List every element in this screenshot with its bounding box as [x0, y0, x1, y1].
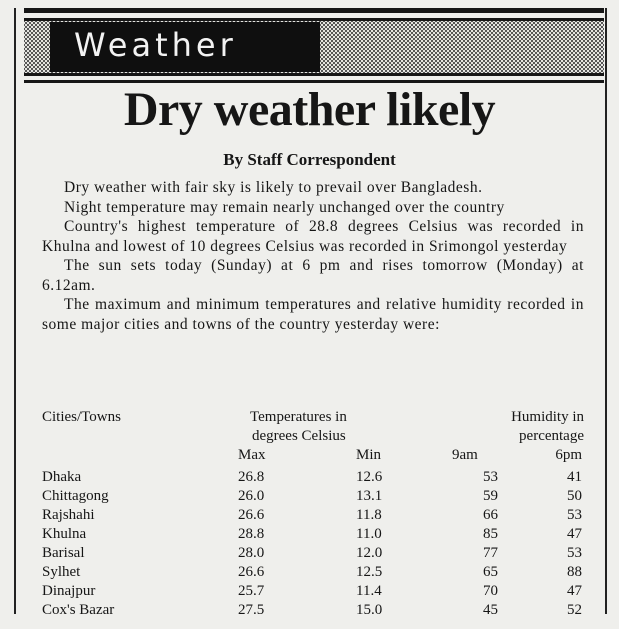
headline: Dry weather likely — [123, 83, 496, 136]
min-cell: 12.6 — [356, 469, 383, 485]
section-label: Weather — [74, 26, 237, 64]
header-6pm: 6pm — [555, 447, 582, 463]
pm-humidity-cell: 53 — [567, 545, 582, 561]
min-cell: 11.8 — [356, 507, 382, 523]
table-row — [42, 582, 584, 601]
header-9am: 9am — [452, 447, 478, 463]
city-cell: Barisal — [42, 545, 85, 561]
am-humidity-cell: 66 — [483, 507, 498, 523]
header-max: Max — [238, 447, 266, 463]
max-cell: 26.6 — [238, 507, 265, 523]
max-cell: 26.8 — [238, 469, 265, 485]
am-humidity-cell: 59 — [483, 488, 498, 504]
header-percentage: percentage — [519, 428, 584, 444]
city-cell: Rajshahi — [42, 507, 95, 523]
city-cell: Cox's Bazar — [42, 602, 115, 618]
am-humidity-cell: 77 — [483, 545, 498, 561]
min-cell: 15.0 — [356, 602, 383, 618]
max-cell: 26.0 — [238, 488, 265, 504]
paragraph: Night temperature may remain nearly unchanged over the country — [64, 198, 505, 216]
city-cell: Sylhet — [42, 564, 81, 580]
paragraph: Country's highest temperature of 28.8 degrees Celsius was recorded in Khulna and lowest of 10 degrees Celsius was recorded in Srimongol yesterday — [42, 218, 584, 255]
min-cell: 11.0 — [356, 526, 382, 542]
am-humidity-cell: 53 — [483, 469, 498, 485]
pm-humidity-cell: 88 — [567, 564, 582, 580]
city-cell: Chittagong — [42, 488, 109, 504]
table-row — [42, 563, 584, 582]
am-humidity-cell: 70 — [483, 583, 498, 599]
table-row — [42, 487, 584, 506]
header-cities: Cities/Towns — [42, 409, 121, 425]
section-banner — [24, 18, 604, 76]
pm-humidity-cell: 41 — [567, 469, 582, 485]
byline: By Staff Correspondent — [223, 150, 396, 169]
max-cell: 28.0 — [238, 545, 265, 561]
header-temperatures: Temperatures in — [250, 409, 347, 425]
table-row — [42, 468, 584, 487]
top-rule — [24, 8, 604, 13]
table-row — [42, 544, 584, 563]
min-cell: 12.5 — [356, 564, 383, 580]
pm-humidity-cell: 52 — [567, 602, 582, 618]
am-humidity-cell: 65 — [483, 564, 498, 580]
table-row — [42, 506, 584, 525]
am-humidity-cell: 45 — [483, 602, 498, 618]
pm-humidity-cell: 47 — [567, 526, 582, 542]
am-humidity-cell: 85 — [483, 526, 498, 542]
min-cell: 11.4 — [356, 583, 382, 599]
city-cell: Dinajpur — [42, 583, 96, 599]
table-row — [42, 601, 584, 620]
pm-humidity-cell: 53 — [567, 507, 582, 523]
max-cell: 25.7 — [238, 583, 265, 599]
header-humidity: Humidity in — [511, 409, 584, 425]
min-cell: 13.1 — [356, 488, 383, 504]
paragraph: The sun sets today (Sunday) at 6 pm and rises tomorrow (Monday) at 6.12am. — [42, 257, 584, 294]
max-cell: 28.8 — [238, 526, 265, 542]
pm-humidity-cell: 47 — [567, 583, 582, 599]
max-cell: 26.6 — [238, 564, 265, 580]
max-cell: 27.5 — [238, 602, 265, 618]
table-row — [42, 525, 584, 544]
paragraph: Dry weather with fair sky is likely to prevail over Bangladesh. — [64, 179, 483, 196]
city-cell: Khulna — [42, 526, 87, 542]
min-cell: 12.0 — [356, 545, 383, 561]
header-degrees: degrees Celsius — [252, 428, 346, 444]
city-cell: Dhaka — [42, 469, 82, 485]
article-body — [42, 178, 584, 334]
pm-humidity-cell: 50 — [567, 488, 582, 504]
header-min: Min — [356, 447, 382, 463]
paragraph: The maximum and minimum temperatures and relative humidity recorded in some major cities and towns of the country yesterday were: — [42, 296, 584, 333]
